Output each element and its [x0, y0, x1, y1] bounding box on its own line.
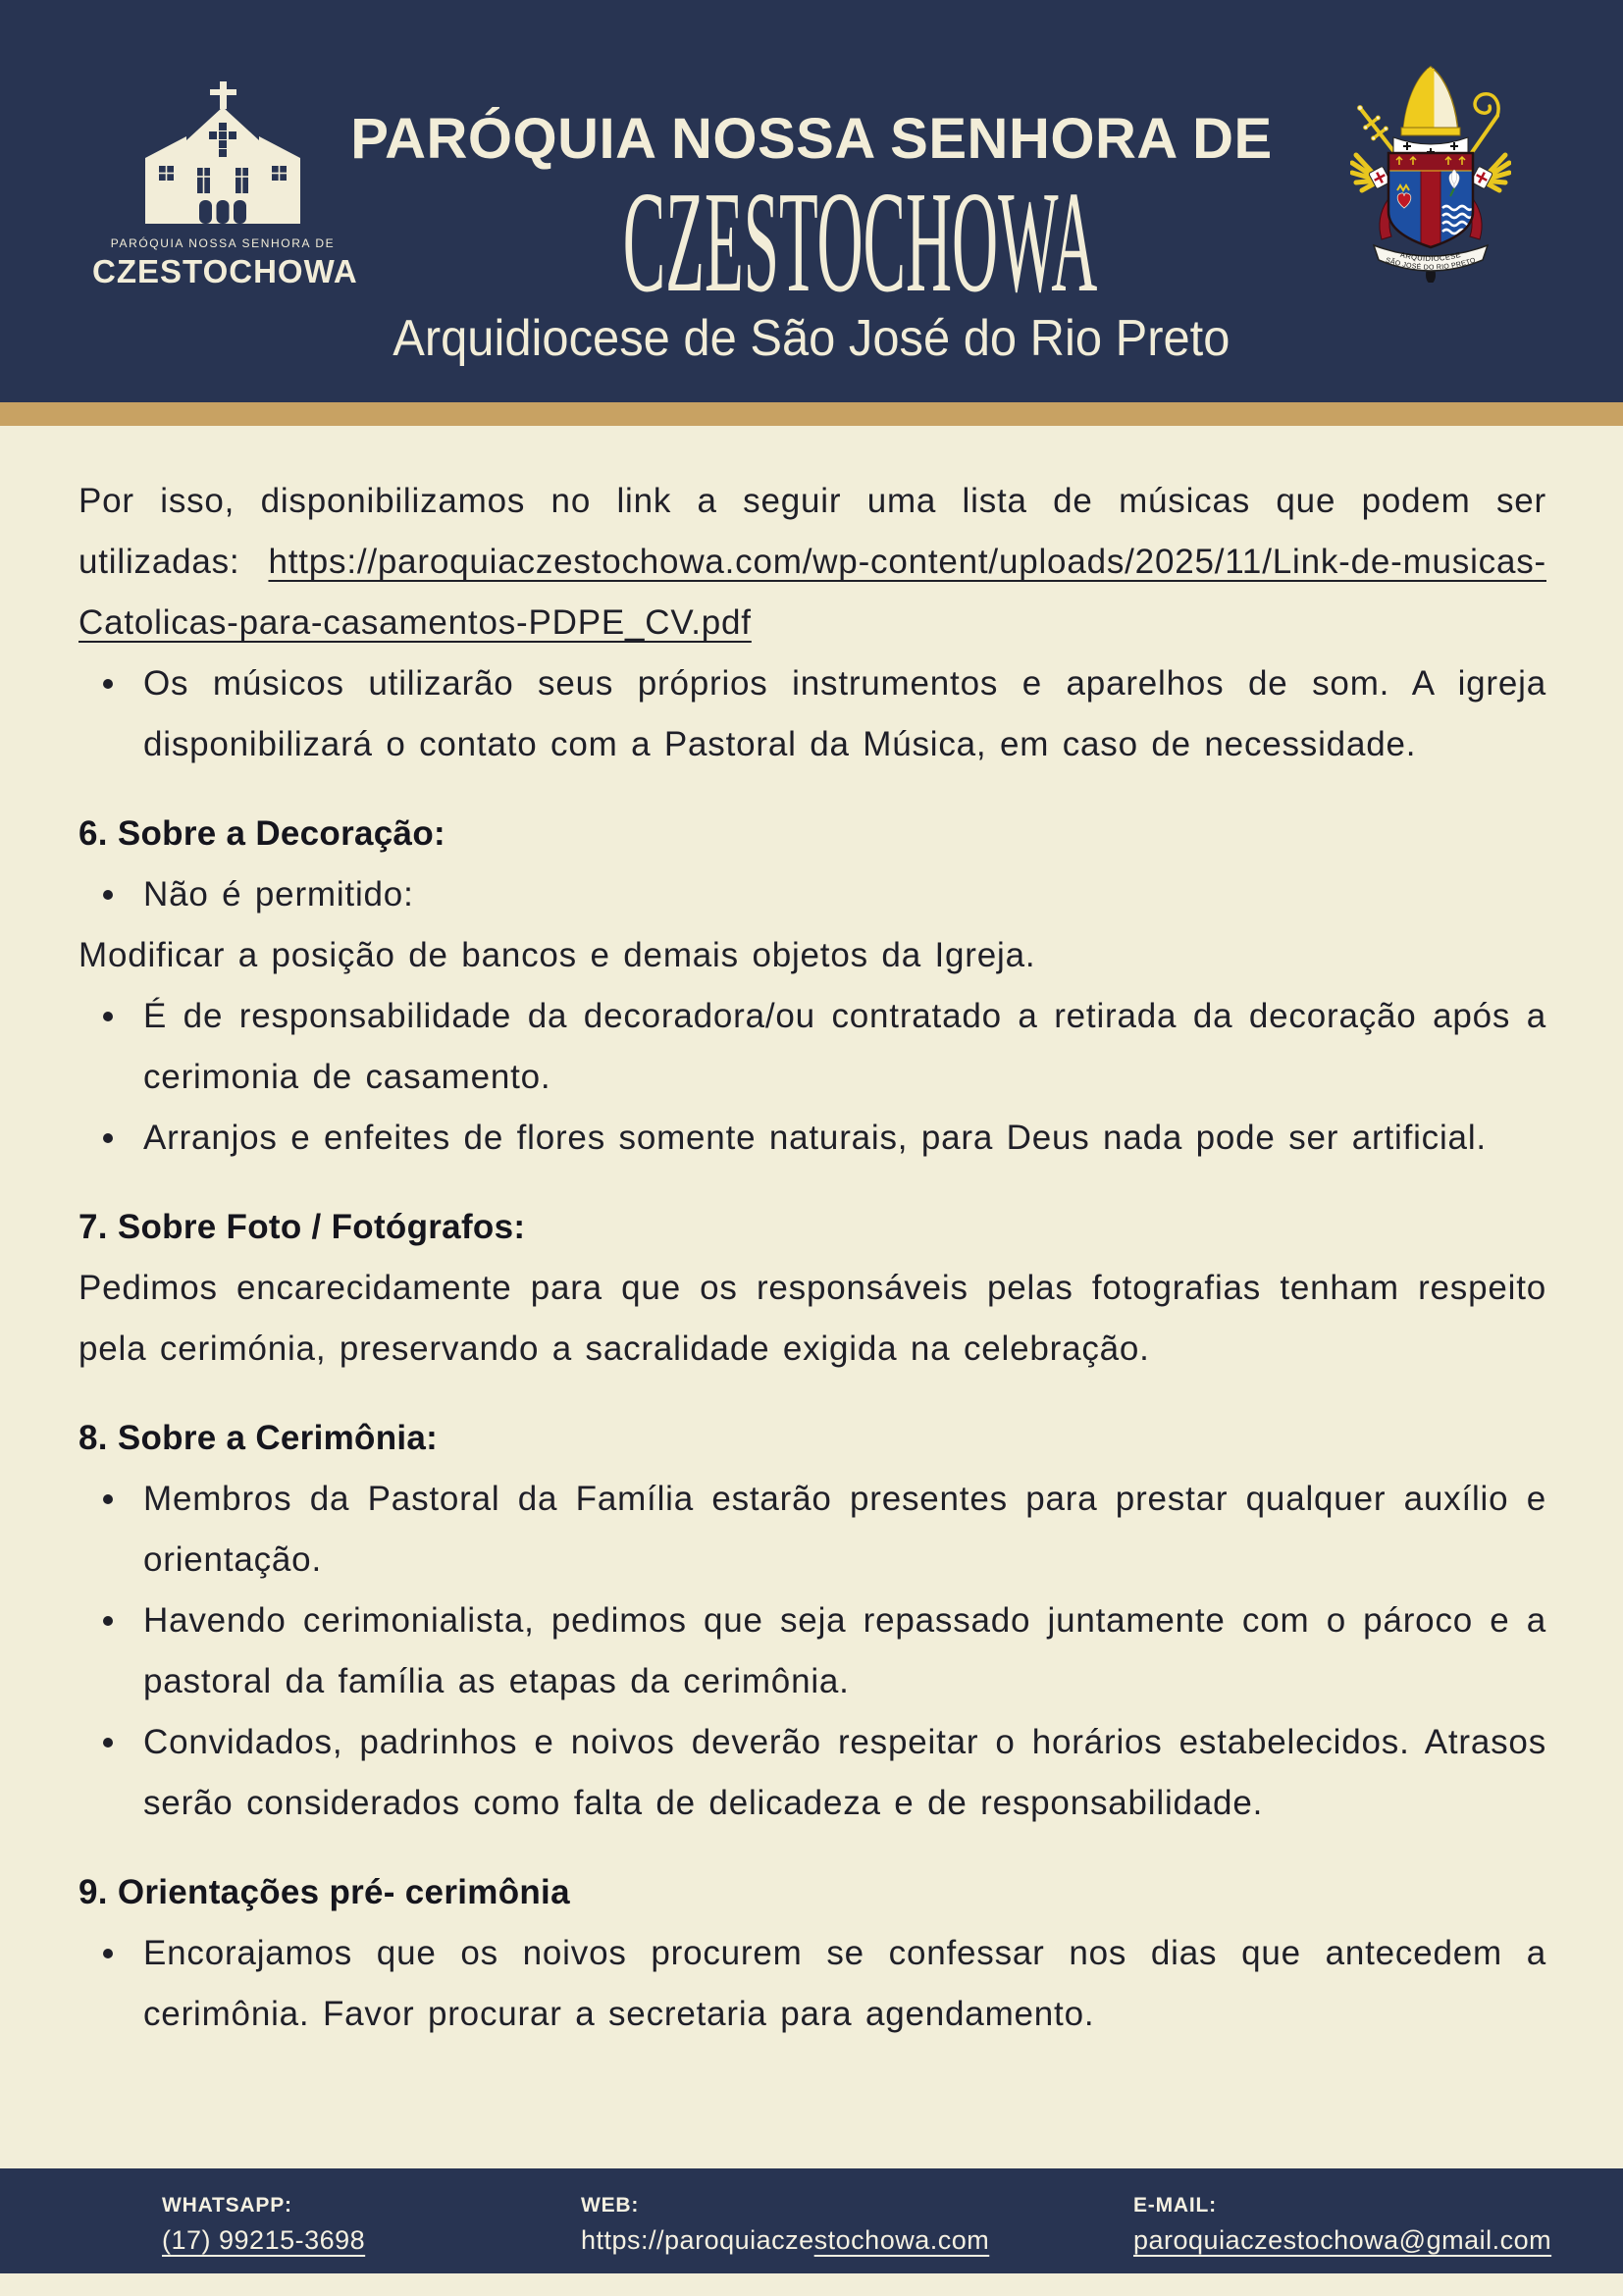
section-6-list-b: [79, 986, 1546, 1169]
section-9-list: [79, 1923, 1546, 2045]
header-title-line2: [321, 162, 1302, 323]
bullet-item-pastoral: Membros da Pastoral da Família estarão presentes para prestar qualquer auxílio e orientação.: [79, 1469, 1546, 1591]
header-subtitle: [321, 310, 1302, 380]
parish-logo: [92, 81, 358, 290]
music-list-link[interactable]: https://paroquiaczestochowa.com/wp-content/uploads/2025/11/Link-de-musicas-Catolicas-para-casamentos-PDPE_CV.pdf: [79, 543, 1546, 642]
gold-stripe: [0, 402, 1623, 426]
section-7-heading: 7. Sobre Foto / Fotógrafos:: [79, 1208, 526, 1246]
intro-paragraph: [79, 471, 1546, 653]
whatsapp-number-link[interactable]: (17) 99215-3698: [162, 2225, 366, 2255]
header: [0, 0, 1623, 402]
section-8-heading: 8. Sobre a Cerimônia:: [79, 1419, 439, 1457]
footer-email-column: [1133, 2194, 1551, 2256]
crozier: [1466, 94, 1498, 161]
bullet-item-music: Os músicos utilizarão seus próprios instrumentos e aparelhos de som. A igreja disponibilizará o contato com a Pastoral da Música, em caso de necessidade.: [79, 653, 1546, 775]
email-label: E-MAIL:: [1133, 2194, 1217, 2217]
section-6-list-a: [79, 864, 1546, 925]
footer-whatsapp-column: [162, 2194, 365, 2256]
footer: [0, 2168, 1623, 2273]
header-titles: [321, 0, 1302, 380]
header-subtitle-text: Arquidiocese de São José do Rio Preto: [393, 310, 1230, 367]
intro-text: Por isso, disponibilizamos no link a seguir uma lista de músicas que podem ser utilizadas:: [79, 482, 1546, 581]
header-title-line2-text: CZESTOCHOWA: [622, 162, 1098, 323]
banner-scroll: [1374, 245, 1488, 272]
section-9-heading: 9. Orientações pré- cerimônia: [79, 1873, 570, 1911]
logo-small-text: PARÓQUIA NOSSA SENHORA DE: [110, 236, 336, 250]
website-url-plain: https://paroquiacze: [581, 2225, 814, 2255]
whatsapp-label: WHATSAPP:: [162, 2194, 292, 2217]
crest-banner-line1: ARQUIDIOCESE: [1399, 249, 1462, 264]
document-body: [0, 426, 1623, 2168]
section-6-heading: 6. Sobre a Decoração:: [79, 814, 445, 853]
footer-web-column: [581, 2194, 989, 2256]
bullet-item-confissao: Encorajamos que os noivos procurem se confessar nos dias que antecedem a cerimônia. Favor procurar a secretaria para agendamento.: [79, 1923, 1546, 2045]
bullet-item-not-allowed: Não é permitido:: [79, 864, 1546, 925]
logo-big-text: CZESTOCHOWA: [92, 253, 358, 289]
bottom-strip: [0, 2273, 1623, 2296]
church-icon: [141, 81, 304, 229]
section-8-list: [79, 1469, 1546, 1834]
mitre: [1401, 67, 1460, 135]
header-title-line1: PARÓQUIA NOSSA SENHORA DE: [350, 107, 1273, 171]
section-6-paragraph: Modificar a posição de bancos e demais objetos da Igreja.: [79, 936, 1036, 974]
website-link[interactable]: [581, 2225, 989, 2256]
section-7-paragraph: Pedimos encarecidamente para que os responsáveis pelas fotografias tenham respeito pela cerimónia, preservando a sacralidade exigida na celebração.: [79, 1269, 1546, 1368]
bullet-item-decorator: É de responsabilidade da decoradora/ou contratado a retirada da decoração após a cerimonia de casamento.: [79, 986, 1546, 1108]
email-link[interactable]: paroquiaczestochowa@gmail.com: [1133, 2225, 1552, 2255]
archdiocese-crest-icon: [1350, 63, 1511, 283]
music-bullet-list: [79, 653, 1546, 775]
bullet-item-horarios: Convidados, padrinhos e noivos deverão respeitar o horários estabelecidos. Atrasos serão considerados como falta de delicadeza e de responsabilidade.: [79, 1712, 1546, 1834]
bullet-item-flowers: Arranjos e enfeites de flores somente naturais, para Deus nada pode ser artificial.: [79, 1108, 1546, 1169]
web-label: WEB:: [581, 2194, 640, 2217]
website-url-underlined: stochowa.com: [813, 2225, 990, 2255]
crest-banner-line2: SÃO JOSÉ DO RIO PRETO: [1385, 257, 1477, 272]
bullet-item-cerimonialista: Havendo cerimonialista, pedimos que seja repassado juntamente com o pároco e a pastoral da família as etapas da cerimônia.: [79, 1591, 1546, 1712]
